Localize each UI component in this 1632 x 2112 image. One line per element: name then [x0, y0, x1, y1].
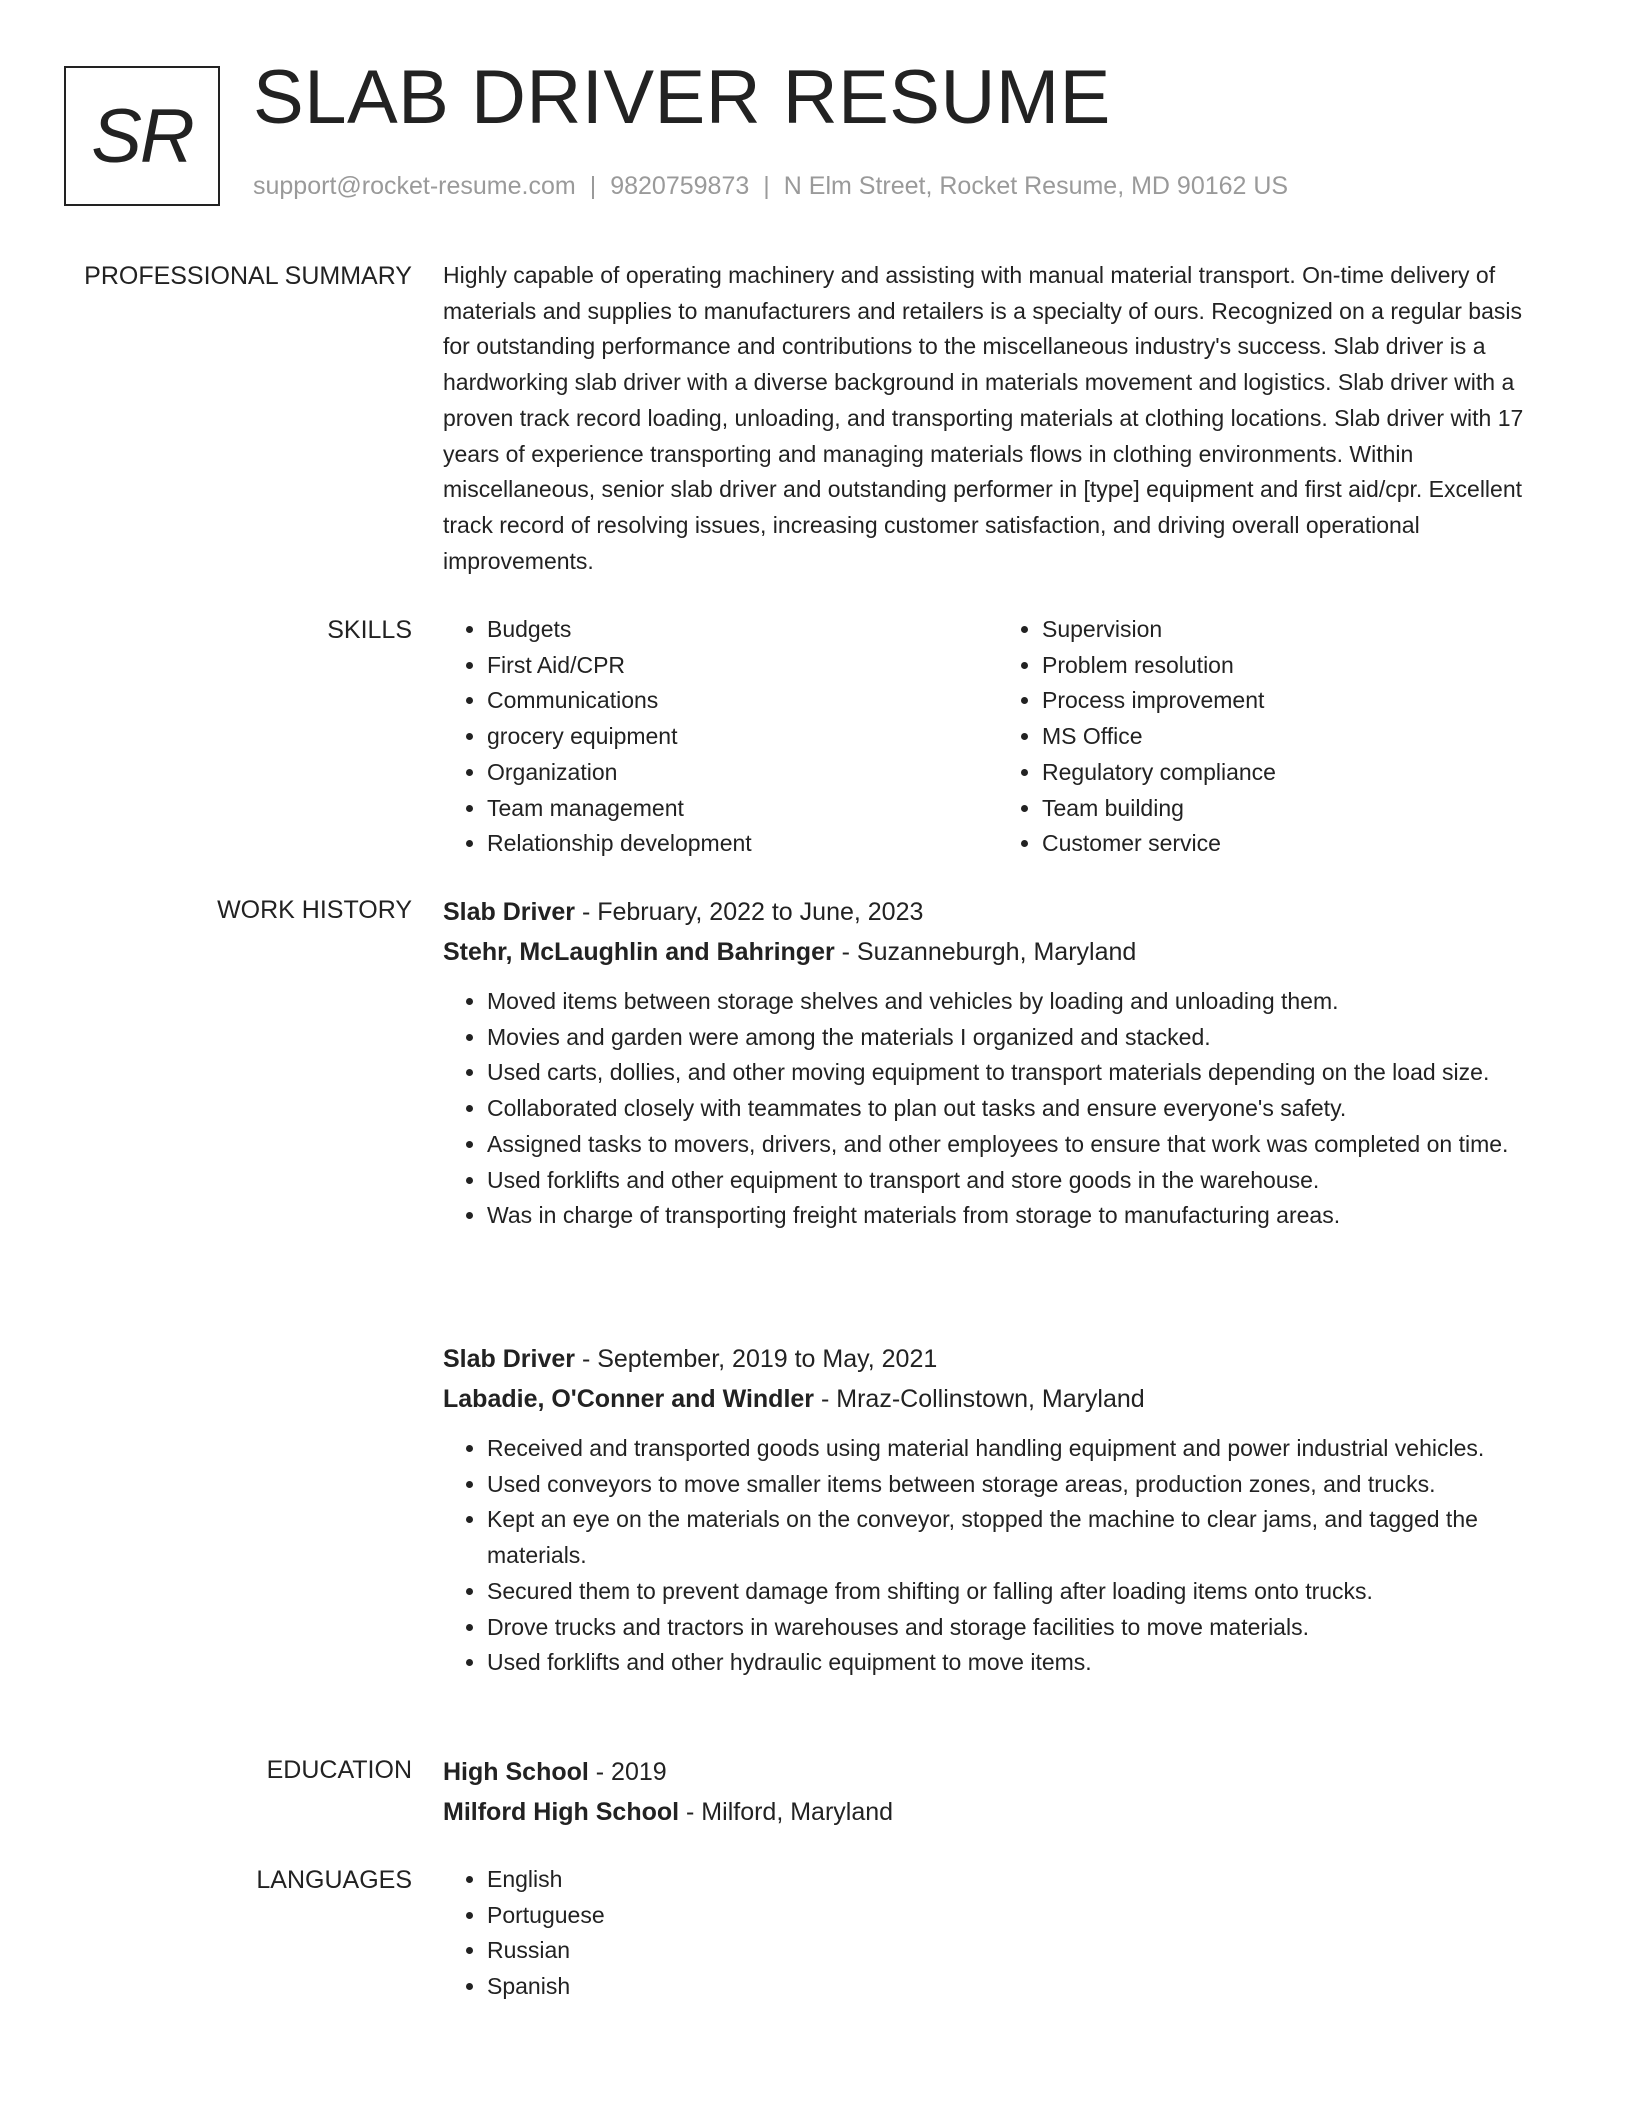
- job-duty: • Movies and garden were among the materials I organized and stacked.: [487, 1020, 1553, 1056]
- education-school-line: [443, 1792, 1553, 1832]
- education-body: [443, 1752, 1553, 1832]
- skills-list-right: [998, 612, 1553, 862]
- contact-separator: |: [763, 172, 770, 200]
- language-item: • English: [487, 1862, 1553, 1898]
- job-dates: - September, 2019 to May, 2021: [575, 1345, 938, 1373]
- monogram-logo: SR: [64, 66, 220, 206]
- job-company-line: [443, 932, 1553, 972]
- work-body-2: [443, 1339, 1553, 1681]
- contact-address: N Elm Street, Rocket Resume, MD 90162 US: [783, 172, 1289, 200]
- skill-item: • Communications: [487, 683, 998, 719]
- education-year: - 2019: [588, 1758, 667, 1786]
- job-dates: - February, 2022 to June, 2023: [575, 898, 924, 926]
- job-duty: • Secured them to prevent damage from shifting or falling after loading items onto trucks.: [487, 1574, 1553, 1610]
- languages-list: [443, 1862, 1553, 2005]
- job-duty: • Moved items between storage shelves and vehicles by loading and unloading them.: [487, 984, 1553, 1020]
- skill-item: • Customer service: [1042, 826, 1553, 862]
- contact-separator: |: [589, 172, 597, 200]
- section-heading-summary: PROFESSIONAL SUMMARY: [84, 262, 412, 290]
- job-title: Slab Driver: [443, 898, 576, 926]
- language-item: • Spanish: [487, 1969, 1553, 2005]
- job-duty: • Received and transported goods using material handling equipment and power industrial vehicles.: [487, 1431, 1553, 1467]
- job-duties-list: [443, 1431, 1553, 1681]
- skill-item: • MS Office: [1042, 719, 1553, 755]
- resume-title: SLAB DRIVER RESUME: [253, 55, 1111, 140]
- skills-list-left: [443, 612, 998, 862]
- job-duty: • Used forklifts and other hydraulic equipment to move items.: [487, 1645, 1553, 1681]
- job-duty: • Was in charge of transporting freight materials from storage to manufacturing areas.: [487, 1198, 1553, 1234]
- education-school: Milford High School: [443, 1798, 680, 1826]
- job-duty: • Used forklifts and other equipment to transport and store goods in the warehouse.: [487, 1163, 1553, 1199]
- skill-item: • Team management: [487, 791, 998, 827]
- education-degree: High School: [443, 1758, 589, 1786]
- job-title: Slab Driver: [443, 1345, 576, 1373]
- skill-item: • grocery equipment: [487, 719, 998, 755]
- languages-body: [443, 1862, 1553, 2005]
- skill-item: • Process improvement: [1042, 683, 1553, 719]
- skills-grid: [443, 612, 1553, 862]
- summary-body: [443, 258, 1553, 579]
- contact-line: [253, 172, 1288, 201]
- job-location: - Mraz-Collinstown, Maryland: [814, 1385, 1145, 1413]
- job-duty: • Used carts, dollies, and other moving equipment to transport materials depending on the load size.: [487, 1055, 1553, 1091]
- skill-item: • Organization: [487, 755, 998, 791]
- skill-item: • Budgets: [487, 612, 998, 648]
- section-heading-education: EDUCATION: [266, 1756, 412, 1784]
- job-duty: • Used conveyors to move smaller items between storage areas, production zones, and trucks.: [487, 1467, 1553, 1503]
- skill-item: • Regulatory compliance: [1042, 755, 1553, 791]
- job-duty: • Drove trucks and tractors in warehouses and storage facilities to move materials.: [487, 1610, 1553, 1646]
- section-heading-skills: SKILLS: [327, 616, 412, 644]
- job-title-line: [443, 892, 1553, 932]
- job-company: Labadie, O'Conner and Windler: [443, 1385, 815, 1413]
- skill-item: • Team building: [1042, 791, 1553, 827]
- work-body: [443, 892, 1553, 1234]
- section-heading-languages: LANGUAGES: [256, 1866, 412, 1894]
- skill-item: • Problem resolution: [1042, 648, 1553, 684]
- job-company-line: [443, 1379, 1553, 1419]
- job-location: - Suzanneburgh, Maryland: [834, 938, 1137, 966]
- education-degree-line: [443, 1752, 1553, 1792]
- education-location: - Milford, Maryland: [679, 1798, 894, 1826]
- job-duties-list: [443, 984, 1553, 1234]
- contact-email[interactable]: support@rocket-resume.com: [253, 172, 576, 200]
- section-heading-work: WORK HISTORY: [217, 896, 412, 924]
- job-company: Stehr, McLaughlin and Bahringer: [443, 938, 835, 966]
- skill-item: • Relationship development: [487, 826, 998, 862]
- skill-item: • Supervision: [1042, 612, 1553, 648]
- job-title-line: [443, 1339, 1553, 1379]
- contact-phone[interactable]: 9820759873: [610, 172, 750, 200]
- job-duty: • Assigned tasks to movers, drivers, and other employees to ensure that work was completed on time.: [487, 1127, 1553, 1163]
- job-duty: • Collaborated closely with teammates to plan out tasks and ensure everyone's safety.: [487, 1091, 1553, 1127]
- skill-item: • First Aid/CPR: [487, 648, 998, 684]
- summary-text: Highly capable of operating machinery and assisting with manual material transport. On-time delivery of materials and supplies to manufacturers and retailers is a specialty of ours. Recognized on a regular basis for outstanding performance and contributions to the miscellaneous industry's success. Slab driver is a hardworking slab driver with a diverse background in materials movement and logistics. Slab driver with a proven track record loading, unloading, and transporting materials at clothing locations. Slab driver with 17 years of experience transporting and managing materials flows in clothing environments. Within miscellaneous, senior slab driver and outstanding performer in [type] equipment and first aid/cpr. Excellent track record of resolving issues, increasing customer satisfaction, and driving overall operational improvements.: [443, 262, 1524, 574]
- job-duty: • Kept an eye on the materials on the conveyor, stopped the machine to clear jams, and tagged the materials.: [487, 1502, 1553, 1573]
- language-item: • Portuguese: [487, 1898, 1553, 1934]
- language-item: • Russian: [487, 1933, 1553, 1969]
